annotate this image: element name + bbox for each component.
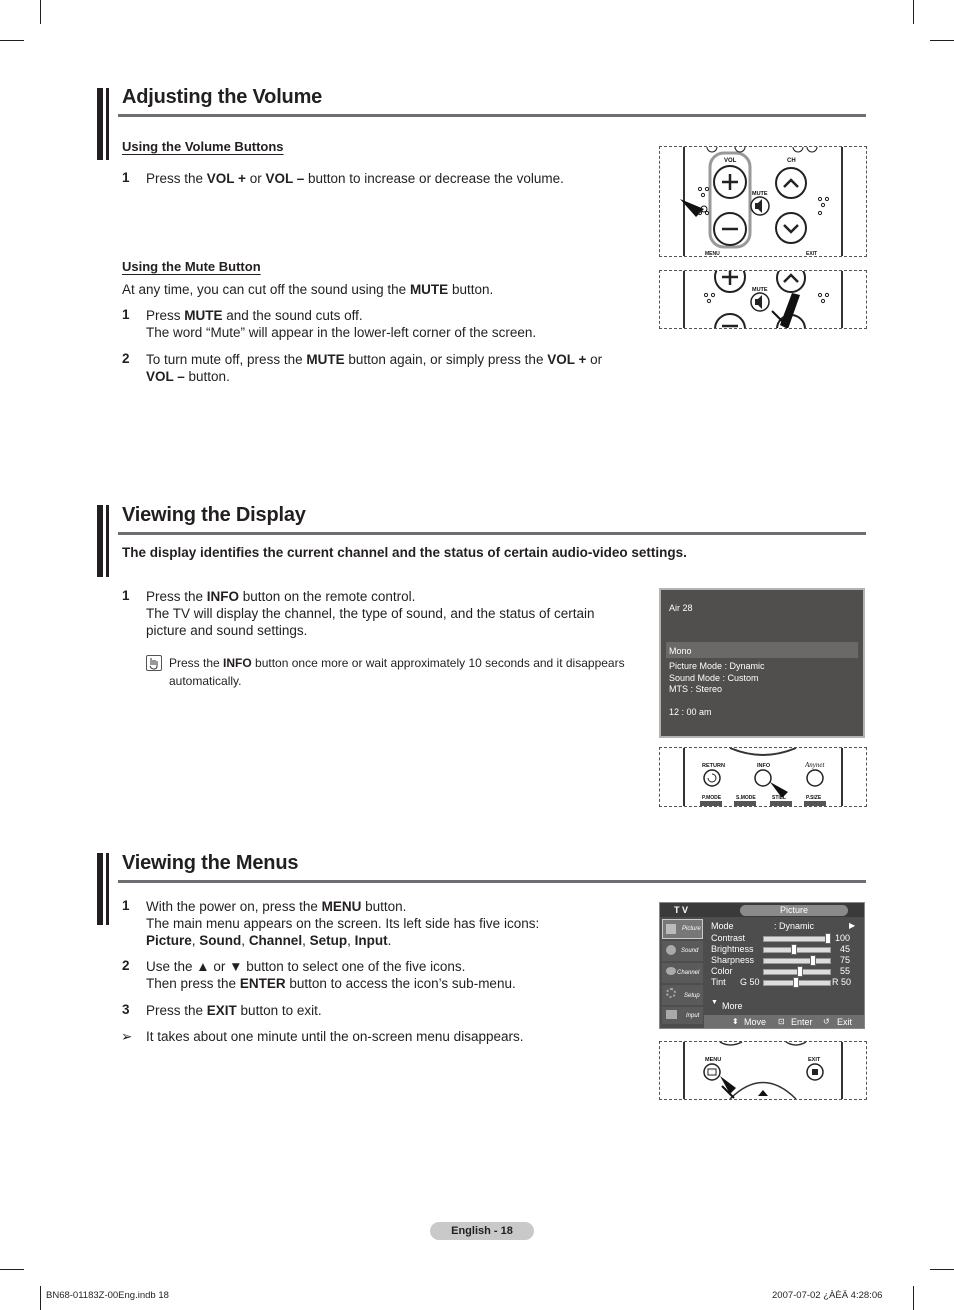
remote-label-exit: EXIT bbox=[808, 1057, 821, 1063]
menu-slider-thumb[interactable] bbox=[797, 966, 803, 977]
section-rule bbox=[118, 880, 866, 883]
menu-slider-track[interactable] bbox=[763, 947, 831, 953]
return-icon: ↺ bbox=[823, 1017, 830, 1026]
remote-label-menu: MENU bbox=[705, 1057, 722, 1063]
tv-picture-menu bbox=[659, 902, 865, 1029]
remote-mute-svg bbox=[660, 271, 866, 328]
crop-mark bbox=[40, 1286, 41, 1310]
note-text: Press the INFO button once more or wait approximately 10 seconds and it disappears automatically. bbox=[169, 656, 625, 688]
menu-slider-label[interactable]: Sharpness bbox=[711, 955, 755, 965]
step-number: 1 bbox=[122, 898, 130, 913]
remote-volume-illustration bbox=[659, 146, 867, 257]
crop-mark bbox=[0, 1269, 24, 1270]
menu-side-input[interactable]: Input bbox=[662, 1007, 703, 1024]
info-osd-screen bbox=[659, 588, 865, 738]
osd-sound-bar bbox=[666, 642, 858, 658]
input-icon bbox=[666, 1010, 677, 1019]
subheading-mute-button: Using the Mute Button bbox=[122, 259, 261, 274]
page-number-badge: English - 18 bbox=[430, 1222, 534, 1240]
menu-right-arrow-icon: ▶ bbox=[849, 921, 856, 930]
remote-volume-svg bbox=[660, 147, 866, 256]
step-number: 2 bbox=[122, 958, 130, 973]
tint-slider-thumb[interactable] bbox=[793, 977, 799, 988]
menu-slider-value: 75 bbox=[839, 955, 850, 965]
menu-slider-value: 100 bbox=[834, 933, 850, 943]
section-marker bbox=[97, 853, 103, 925]
remote-label-menu: MENU bbox=[705, 251, 720, 256]
section-title-volume: Adjusting the Volume bbox=[122, 86, 323, 108]
crop-mark bbox=[0, 40, 24, 41]
remote-label-smode: S.MODE bbox=[736, 795, 756, 801]
menu-mode-value: : Dynamic bbox=[774, 921, 815, 931]
remote-menu-illustration bbox=[659, 1041, 867, 1100]
menu-header-title: Picture bbox=[740, 905, 848, 916]
crop-mark bbox=[930, 1269, 954, 1270]
section-marker bbox=[97, 88, 103, 160]
footer-file: BN68-01183Z-00Eng.indb 18 bbox=[46, 1290, 169, 1301]
mute-intro: At any time, you can cut off the sound using the MUTE button. bbox=[122, 282, 494, 297]
crop-mark bbox=[40, 0, 41, 24]
step-text: Press MUTE and the sound cuts off. The word “Mute” will appear in the lower-left corner of the screen. bbox=[146, 308, 537, 340]
more-arrow-icon: ▼ bbox=[711, 999, 718, 1006]
section-marker bbox=[97, 505, 103, 577]
menu-side-picture[interactable]: Picture bbox=[662, 919, 703, 939]
osd-time: 12 : 00 am bbox=[669, 707, 712, 717]
step-number: 1 bbox=[122, 170, 130, 185]
step-number: 2 bbox=[122, 351, 130, 366]
section-rule bbox=[118, 532, 866, 535]
menu-slider-value: 45 bbox=[839, 944, 850, 954]
section-marker bbox=[106, 88, 109, 160]
menu-tint-label[interactable]: Tint bbox=[711, 977, 726, 987]
osd-channel: Air 28 bbox=[669, 603, 693, 613]
tip-arrow-icon: ➢ bbox=[121, 1029, 133, 1044]
display-intro: The display identifies the current channel and the status of certain audio-video settings. bbox=[122, 545, 687, 560]
remote-label-mute: MUTE bbox=[752, 287, 768, 293]
section-marker bbox=[106, 853, 109, 925]
remote-menu-svg bbox=[660, 1042, 866, 1099]
tip-text: It takes about one minute until the on-screen menu disappears. bbox=[146, 1029, 524, 1044]
remote-label-info: INFO bbox=[757, 763, 771, 769]
remote-info-illustration bbox=[659, 747, 867, 807]
remote-label-exit: EXIT bbox=[806, 251, 818, 256]
osd-sound: Mono bbox=[669, 646, 692, 656]
section-title-menus: Viewing the Menus bbox=[122, 852, 299, 874]
section-title-display: Viewing the Display bbox=[122, 504, 306, 526]
menu-header-tv: T V bbox=[674, 905, 689, 915]
note-icon bbox=[146, 655, 162, 671]
crop-mark bbox=[930, 40, 954, 41]
menu-footer-enter: Enter bbox=[791, 1017, 813, 1027]
channel-icon bbox=[666, 967, 676, 975]
remote-info-svg bbox=[660, 748, 866, 806]
menu-mode-label[interactable]: Mode bbox=[711, 921, 734, 931]
sound-icon bbox=[666, 945, 676, 955]
menu-slider-thumb[interactable] bbox=[791, 944, 797, 955]
menu-footer-exit: Exit bbox=[837, 1017, 853, 1027]
step-number: 1 bbox=[122, 588, 130, 603]
remote-label-pmode: P.MODE bbox=[702, 795, 722, 801]
section-marker bbox=[106, 505, 109, 577]
remote-label-still: STILL bbox=[772, 795, 786, 801]
menu-footer-move: Move bbox=[744, 1017, 767, 1027]
menu-slider-value: 55 bbox=[839, 966, 850, 976]
step-number: 1 bbox=[122, 307, 130, 322]
footer-date: 2007-07-02 ¿ÀÈÄ 4:28:06 bbox=[772, 1290, 883, 1301]
step-text: With the power on, press the MENU button. The main menu appears on the screen. Its left side has five icons: Picture, Sound, Channel, Setup, Input. bbox=[146, 899, 540, 948]
menu-slider-thumb[interactable] bbox=[825, 933, 831, 944]
section-rule bbox=[118, 114, 866, 117]
menu-side-channel[interactable]: Channel bbox=[662, 963, 703, 983]
crop-mark bbox=[913, 1286, 914, 1310]
picture-icon bbox=[666, 924, 676, 934]
remote-mute-illustration bbox=[659, 270, 867, 329]
menu-side-setup[interactable]: Setup bbox=[662, 985, 703, 1005]
step-text: Press the INFO button on the remote control. The TV will display the channel, the type of sound, and the status of certain picture and sound settings. bbox=[146, 589, 595, 638]
crop-mark bbox=[913, 0, 914, 24]
subheading-volume-buttons: Using the Volume Buttons bbox=[122, 139, 284, 154]
remote-label-vol: VOL bbox=[724, 158, 737, 164]
osd-mts: MTS : Stereo bbox=[669, 684, 723, 694]
menu-slider-track[interactable] bbox=[763, 958, 831, 964]
step-number: 3 bbox=[122, 1002, 130, 1017]
menu-more[interactable]: More bbox=[722, 1001, 743, 1011]
remote-label-psize: P.SIZE bbox=[806, 795, 822, 801]
menu-slider-track[interactable] bbox=[763, 936, 831, 942]
step-text: Use the ▲ or ▼ button to select one of the five icons. Then press the ENTER button to access the icon’s sub-menu. bbox=[146, 959, 516, 991]
setup-icon bbox=[666, 988, 676, 998]
menu-tint-right: R 50 bbox=[832, 977, 852, 987]
step-text: To turn mute off, press the MUTE button again, or simply press the VOL + or VOL – button. bbox=[146, 352, 603, 384]
menu-side-sound[interactable]: Sound bbox=[662, 941, 703, 961]
remote-label-mute: MUTE bbox=[752, 191, 768, 197]
menu-slider-thumb[interactable] bbox=[810, 955, 816, 966]
remote-label-return: RETURN bbox=[702, 763, 725, 769]
osd-sound-mode: Sound Mode : Custom bbox=[669, 673, 759, 683]
remote-label-ch: CH bbox=[787, 158, 796, 164]
menu-tint-left: G 50 bbox=[740, 977, 760, 987]
menu-slider-label[interactable]: Contrast bbox=[711, 933, 746, 943]
step-text: Press the EXIT button to exit. bbox=[146, 1003, 322, 1018]
enter-icon: ⊡ bbox=[778, 1017, 785, 1026]
remote-label-anynet: Anynet bbox=[805, 761, 825, 769]
step-text: Press the VOL + or VOL – button to increase or decrease the volume. bbox=[146, 171, 564, 186]
menu-slider-label[interactable]: Color bbox=[711, 966, 733, 976]
move-icon: ⬍ bbox=[732, 1017, 739, 1026]
menu-slider-label[interactable]: Brightness bbox=[711, 944, 754, 954]
osd-picture-mode: Picture Mode : Dynamic bbox=[669, 661, 765, 671]
